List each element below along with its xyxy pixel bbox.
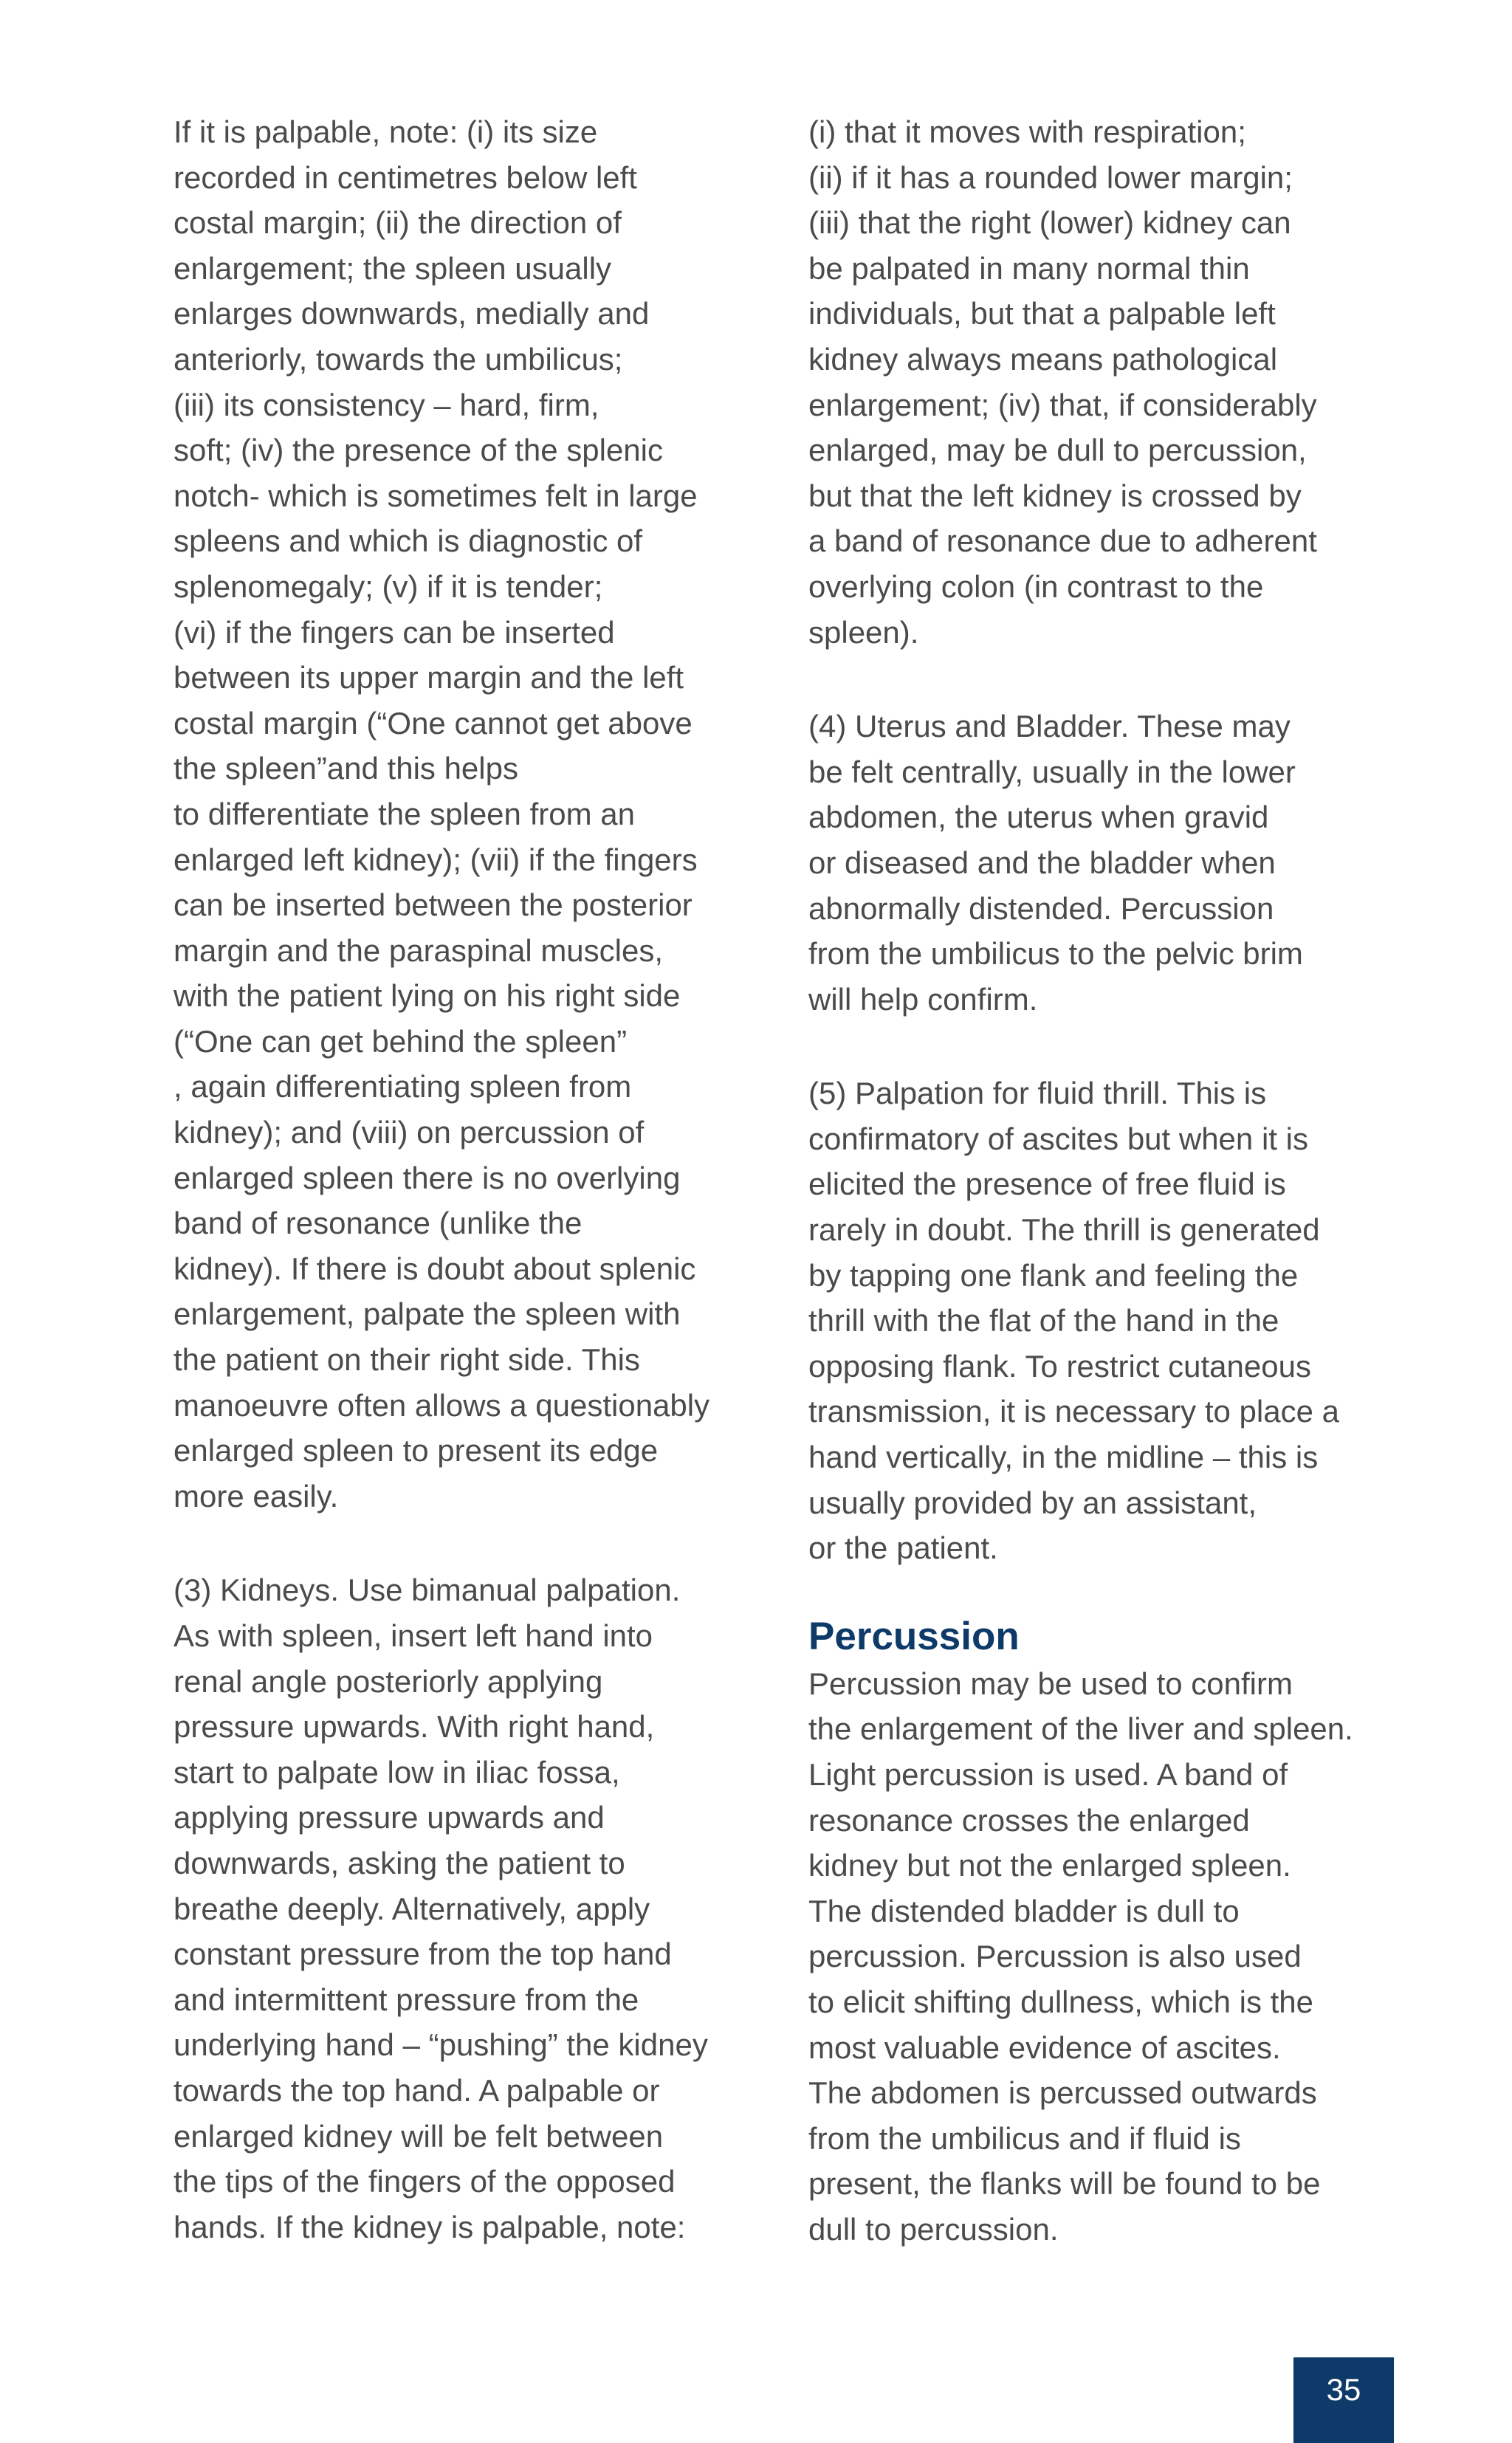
text-line: the spleen”and this helps	[173, 751, 518, 786]
text-line: to differentiate the spleen from an	[173, 796, 635, 831]
text-line: transmission, it is necessary to place a	[808, 1394, 1339, 1429]
text-line: kidney always means pathological	[808, 341, 1278, 377]
text-line: Percussion may be used to confirm	[808, 1666, 1293, 1701]
text-line: recorded in centimetres below left	[173, 159, 637, 195]
text-line: the enlargement of the liver and spleen.	[808, 1711, 1353, 1747]
text-line: with the patient lying on his right side	[173, 978, 681, 1014]
text-line: thrill with the flat of the hand in the	[808, 1303, 1279, 1339]
text-line: elicited the presence of free fluid is	[808, 1166, 1286, 1202]
text-line: costal margin; (ii) the direction of	[173, 205, 622, 241]
text-line: kidney). If there is doubt about splenic	[173, 1251, 696, 1286]
text-line: or diseased and the bladder when	[808, 845, 1276, 880]
text-line: dull to percussion.	[808, 2211, 1059, 2247]
text-line: (“One can get behind the spleen”	[173, 1023, 628, 1059]
text-line: enlarged spleen to present its edge	[173, 1433, 659, 1468]
text-line: but that the left kidney is crossed by	[808, 478, 1302, 513]
text-line: percussion. Percussion is also used	[808, 1939, 1302, 1974]
text-line: enlarged left kidney); (vii) if the fingers	[173, 842, 698, 877]
text-line: If it is palpable, note: (i) its size	[173, 114, 598, 149]
percussion-heading: Percussion	[808, 1614, 1020, 1658]
text-line: enlargement; the spleen usually	[173, 250, 612, 286]
text-line: renal angle posteriorly applying	[173, 1663, 603, 1699]
paragraph-gap	[808, 1022, 1399, 1071]
text-line: breathe deeply. Alternatively, apply	[173, 1891, 650, 1926]
text-line: (5) Palpation for fluid thrill. This is	[808, 1076, 1267, 1111]
text-line: kidney); and (viii) on percussion of	[173, 1115, 645, 1150]
text-line: kidney but not the enlarged spleen.	[808, 1848, 1291, 1883]
text-line: margin and the paraspinal muscles,	[173, 932, 664, 968]
text-line: be felt centrally, usually in the lower	[808, 754, 1296, 789]
text-line: (i) that it moves with respiration;	[808, 114, 1246, 149]
text-line: from the umbilicus and if fluid is	[808, 2120, 1241, 2156]
paragraph-gap	[173, 1519, 764, 1567]
text-line: (4) Uterus and Bladder. These may	[808, 709, 1291, 744]
paragraph-gap	[808, 655, 1399, 704]
text-line: present, the flanks will be found to be	[808, 2166, 1321, 2202]
text-line: abnormally distended. Percussion	[808, 890, 1274, 926]
text-line: Light percussion is used. A band of	[808, 1757, 1288, 1792]
text-line: most valuable evidence of ascites.	[808, 2030, 1281, 2065]
right-column	[808, 109, 1399, 2253]
text-line: (iii) that the right (lower) kidney can	[808, 205, 1291, 241]
text-line: costal margin (“One cannot get above	[173, 705, 693, 741]
text-line: (3) Kidneys. Use bimanual palpation.	[173, 1573, 681, 1608]
text-line: from the umbilicus to the pelvic brim	[808, 936, 1303, 972]
left-column	[173, 109, 764, 2250]
text-line: can be inserted between the posterior	[173, 887, 693, 923]
text-line: anteriorly, towards the umbilicus;	[173, 341, 623, 377]
text-line: band of resonance (unlike the	[173, 1206, 583, 1241]
text-line: soft; (iv) the presence of the splenic	[173, 433, 663, 468]
text-line: hand vertically, in the midline – this is	[808, 1440, 1319, 1475]
paragraph-gap	[808, 1571, 1399, 1608]
text-line: notch- which is sometimes felt in large	[173, 478, 698, 513]
text-line: will help confirm.	[808, 981, 1038, 1017]
text-line: enlarged spleen there is no overlying	[173, 1160, 681, 1195]
text-line: spleen).	[808, 614, 919, 650]
percussion-paragraph	[808, 1661, 1399, 2253]
text-line: the patient on their right side. This	[173, 1342, 640, 1378]
text-line: usually provided by an assistant,	[808, 1485, 1257, 1520]
text-line: start to palpate low in iliac fossa,	[173, 1754, 620, 1790]
text-line: hands. If the kidney is palpable, note:	[173, 2209, 686, 2244]
text-line: resonance crosses the enlarged	[808, 1802, 1250, 1838]
kidney-notes-paragraph	[808, 109, 1399, 655]
text-line: towards the top hand. A palpable or	[173, 2072, 660, 2108]
text-line: confirmatory of ascites but when it is	[808, 1121, 1308, 1156]
uterus-bladder-paragraph	[808, 704, 1399, 1022]
text-line: manoeuvre often allows a questionably	[173, 1387, 710, 1423]
text-line: rarely in doubt. The thrill is generated	[808, 1212, 1320, 1248]
spleen-paragraph	[173, 109, 764, 1519]
text-line: spleens and which is diagnostic of	[173, 523, 643, 559]
text-line: more easily.	[173, 1478, 339, 1513]
text-line: by tapping one flank and feeling the	[808, 1257, 1299, 1293]
text-line: the tips of the fingers of the opposed	[173, 2164, 676, 2199]
text-line: abdomen, the uterus when gravid	[808, 800, 1269, 835]
text-line: underlying hand – “pushing” the kidney	[173, 2027, 708, 2063]
text-line: individuals, but that a palpable left	[808, 296, 1276, 331]
page-number: 35	[1326, 2372, 1361, 2407]
text-line: enlargement, palpate the spleen with	[173, 1296, 681, 1332]
text-line: or the patient.	[808, 1530, 998, 1566]
text-line: The abdomen is percussed outwards	[808, 2075, 1317, 2111]
text-line: The distended bladder is dull to	[808, 1893, 1240, 1928]
text-line: (ii) if it has a rounded lower margin;	[808, 159, 1293, 195]
text-line: enlarges downwards, medially and	[173, 296, 650, 331]
text-line: downwards, asking the patient to	[173, 1845, 625, 1880]
text-line: splenomegaly; (v) if it is tender;	[173, 568, 603, 604]
text-line: enlarged, may be dull to percussion,	[808, 433, 1307, 468]
fluid-thrill-paragraph	[808, 1071, 1399, 1571]
text-line: As with spleen, insert left hand into	[173, 1618, 653, 1653]
text-line: , again differentiating spleen from	[173, 1069, 632, 1104]
text-line: opposing flank. To restrict cutaneous	[808, 1348, 1311, 1384]
text-line: enlarged kidney will be felt between	[173, 2118, 664, 2154]
text-line: to elicit shifting dullness, which is the	[808, 1984, 1313, 2019]
text-line: (iii) its consistency – hard, firm,	[173, 387, 599, 422]
text-line: overlying colon (in contrast to the	[808, 568, 1264, 604]
text-line: applying pressure upwards and	[173, 1800, 605, 1835]
page-number-box	[1293, 2357, 1394, 2443]
text-line: constant pressure from the top hand	[173, 1937, 672, 1972]
text-line: a band of resonance due to adherent	[808, 523, 1317, 559]
text-line: (vi) if the fingers can be inserted	[173, 614, 615, 650]
text-line: be palpated in many normal thin	[808, 250, 1250, 286]
kidneys-paragraph	[173, 1567, 764, 2250]
text-line: pressure upwards. With right hand,	[173, 1709, 655, 1745]
text-line: and intermittent pressure from the	[173, 1982, 639, 2017]
text-line: enlargement; (iv) that, if considerably	[808, 387, 1317, 422]
text-line: between its upper margin and the left	[173, 660, 684, 695]
